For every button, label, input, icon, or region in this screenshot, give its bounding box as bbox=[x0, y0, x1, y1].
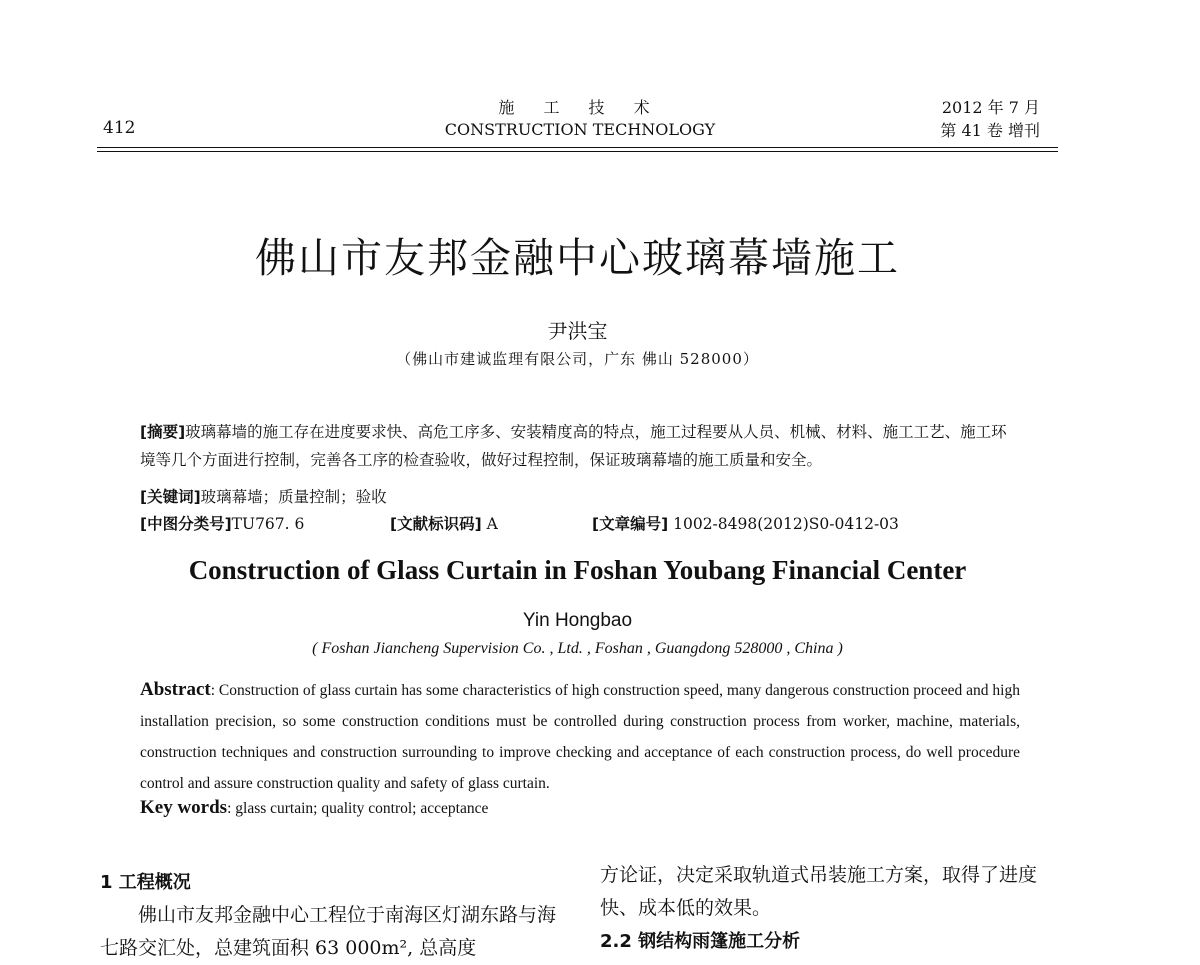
title-cn: 佛山市友邦金融中心玻璃幕墙施工 bbox=[255, 234, 900, 282]
issue-date: 2012 年 7 月 bbox=[941, 98, 1040, 117]
section-heading-2-2: 2.2 钢结构雨篷施工分析 bbox=[600, 931, 801, 952]
body-column-right bbox=[600, 859, 1060, 958]
body-paragraph-continued: 方论证，决定采取轨道式吊装施工方案，取得了进度快、成本低的效果。 bbox=[600, 864, 1038, 919]
article-value: 1002-8498(2012)S0-0412-03 bbox=[673, 515, 899, 533]
journal-header bbox=[380, 97, 780, 141]
abstract-en-label: Abstract bbox=[140, 679, 211, 700]
doc-value: A bbox=[486, 515, 498, 533]
doc-code bbox=[390, 512, 498, 534]
journal-name-en: CONSTRUCTION TECHNOLOGY bbox=[444, 120, 716, 139]
header-rule-thick bbox=[97, 147, 1058, 148]
issue-info bbox=[900, 96, 1040, 142]
journal-name-cn: 施 工 技 术 bbox=[498, 98, 662, 117]
title-en: Construction of Glass Curtain in Foshan Youbang Financial Center bbox=[188, 555, 967, 585]
abstract-cn bbox=[140, 418, 1020, 474]
abstract-en: Abstract: Construction of glass curtain has some characteristics of high construction speed, many dangerous construction proceed and high installation precision, so some construction conditions must be controlled during construction process from worker, machine, materials, construction techniques and construction surrounding to improve checking and acceptance of each construction process, do well procedure control and assure construction quality and safety of glass curtain. bbox=[140, 679, 1020, 792]
body-column-left bbox=[100, 866, 565, 965]
article-number bbox=[592, 512, 899, 534]
issue-volume: 第 41 卷 增刊 bbox=[940, 121, 1040, 140]
author-en: Yin Hongbao bbox=[522, 610, 633, 631]
keywords-en: Key words: glass curtain; quality control; acceptance bbox=[140, 797, 489, 818]
body-paragraph: 佛山市友邦金融中心工程位于南海区灯湖东路与海七路交汇处，总建筑面积 63 000m², 总高度 bbox=[100, 904, 557, 959]
keywords-cn-label: [关键词] bbox=[140, 488, 201, 506]
abstract-en-text: Construction of glass curtain has some characteristics of high construction speed, many dangerous construction proceed and high installation precision, so some construction conditions must be controlled during construction process from worker, machine, materials, construction techniques and construction surrounding to improve checking and acceptance of each construction process, do well procedure control and assure construction quality and safety of glass curtain. bbox=[140, 682, 1020, 792]
keywords-en-text: glass curtain; quality control; acceptance bbox=[235, 800, 489, 817]
doc-label: [文献标识码] bbox=[390, 515, 482, 533]
clc-value: TU767. 6 bbox=[231, 515, 305, 533]
page-number: 412 bbox=[103, 118, 136, 138]
affiliation-cn: （佛山市建诚监理有限公司，广东 佛山 528000） bbox=[396, 350, 759, 368]
affiliation-en: ( Foshan Jiancheng Supervision Co. , Ltd. , Foshan , Guangdong 528000 , China ) bbox=[312, 640, 843, 657]
author-cn: 尹洪宝 bbox=[547, 319, 608, 343]
clc-number bbox=[140, 512, 304, 534]
clc-label: [中图分类号] bbox=[140, 515, 232, 533]
keywords-cn-text: 玻璃幕墙；质量控制；验收 bbox=[200, 488, 387, 506]
article-label: [文章编号] bbox=[592, 515, 669, 533]
abstract-cn-label: [摘要] bbox=[140, 423, 186, 441]
keywords-en-label: Key words bbox=[140, 797, 228, 818]
header-rule-thin bbox=[97, 151, 1058, 152]
keywords-cn bbox=[140, 485, 387, 507]
section-heading-1: 1 工程概况 bbox=[100, 872, 191, 893]
abstract-cn-text: 玻璃幕墙的施工存在进度要求快、高危工序多、安装精度高的特点，施工过程要从人员、机械、材料、施工工艺、施工环境等几个方面进行控制，完善各工序的检查验收，做好过程控制，保证玻璃幕墙的施工质量和安全。 bbox=[140, 423, 1007, 469]
